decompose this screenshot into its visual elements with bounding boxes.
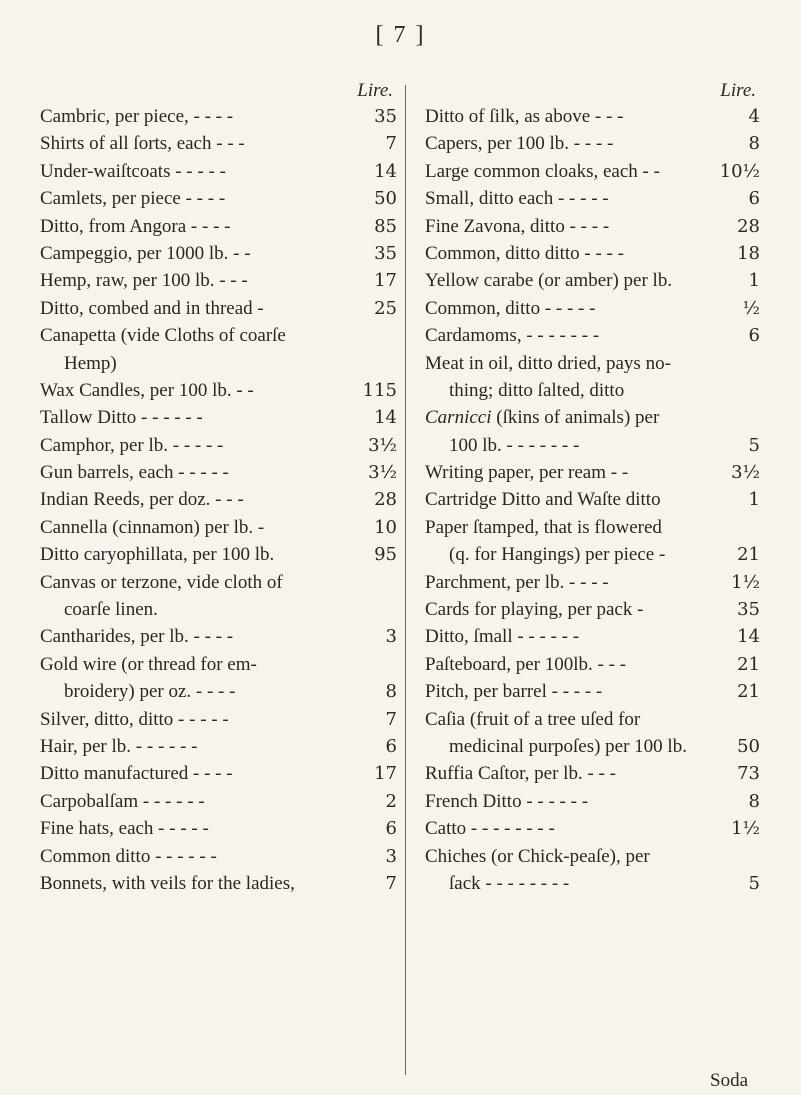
price-row (425, 404, 760, 431)
item-price: 21 (737, 544, 760, 566)
price-row (425, 213, 760, 240)
right-column-heading: Lire. (720, 80, 756, 101)
item-price: ½ (742, 297, 760, 319)
price-row (40, 651, 397, 678)
price-row (40, 350, 397, 377)
item-description: Camphor, per lb. - - - - - (40, 434, 224, 456)
item-description: Cantharides, per lb. - - - - (40, 626, 234, 648)
left-column-heading: Lire. (357, 80, 393, 101)
item-description: Paſteboard, per 100lb. - - - (425, 653, 627, 675)
item-price: 35 (737, 599, 760, 621)
item-price: 5 (748, 434, 760, 456)
price-row (425, 815, 760, 842)
price-row (425, 185, 760, 212)
price-row (425, 322, 760, 349)
item-description: Ditto of ſilk, as above - - - (425, 106, 624, 127)
item-description: Ditto caryophillata, per 100 lb. (40, 544, 275, 566)
price-row (425, 432, 760, 459)
price-row (40, 569, 397, 596)
item-description: Chiches (or Chick-peaſe), per (425, 845, 650, 867)
price-row (40, 185, 397, 212)
price-row (40, 623, 397, 650)
item-description: Under-waiſtcoats - - - - - (40, 160, 226, 182)
right-price-list (425, 103, 760, 897)
item-description: Carpobalſam - - - - - - (40, 790, 205, 812)
price-row (40, 295, 397, 322)
price-row (40, 240, 397, 267)
item-description: Camlets, per piece - - - - (40, 188, 226, 210)
item-price: 17 (374, 270, 397, 292)
price-row (40, 596, 397, 623)
item-price: 6 (385, 818, 397, 840)
item-description: Hair, per lb. - - - - - - (40, 735, 198, 757)
price-row (425, 103, 760, 130)
item-description: Cartridge Ditto and Waſte ditto (425, 489, 661, 511)
price-row (425, 459, 760, 486)
item-description: Cardamoms, - - - - - - - (425, 325, 600, 347)
item-description: Large common cloaks, each - - (425, 160, 660, 182)
item-description: Ditto manufactured - - - - (40, 763, 233, 785)
price-row (425, 870, 760, 897)
page-number: [ 7 ] (375, 22, 426, 48)
item-description: Campeggio, per 1000 lb. - - (40, 242, 251, 264)
item-description: Small, ditto each - - - - - (425, 188, 609, 210)
item-price: 1½ (731, 818, 760, 840)
item-price: 35 (374, 106, 397, 127)
price-row (40, 514, 397, 541)
item-price: 21 (737, 653, 760, 675)
item-price: 115 (362, 379, 397, 401)
item-description: Ditto, from Angora - - - - (40, 215, 231, 237)
item-price: 17 (374, 763, 397, 785)
item-description: Pitch, per barrel - - - - - (425, 681, 603, 703)
right-column (425, 78, 760, 897)
item-price: 7 (385, 872, 397, 894)
item-description: Ditto, ſmall - - - - - - (425, 626, 580, 648)
item-price: 14 (737, 626, 760, 648)
price-row (40, 733, 397, 760)
item-price: 8 (748, 133, 760, 155)
item-description: French Ditto - - - - - - (425, 790, 589, 812)
price-row (425, 350, 760, 377)
item-description: Common, ditto ditto - - - - (425, 242, 624, 264)
price-row (40, 486, 397, 513)
item-description: Fine Zavona, ditto - - - - (425, 215, 610, 237)
price-row (40, 103, 397, 130)
price-row (425, 651, 760, 678)
item-description: ſack - - - - - - - - (449, 872, 570, 894)
item-price: 3 (385, 845, 397, 867)
item-description: (q. for Hangings) per piece - (449, 544, 666, 566)
item-description: Parchment, per lb. - - - - (425, 571, 609, 593)
price-row (40, 213, 397, 240)
price-row (425, 267, 760, 294)
price-row (40, 706, 397, 733)
price-row (425, 240, 760, 267)
item-price: 8 (748, 790, 760, 812)
item-description: Fine hats, each - - - - - (40, 818, 209, 840)
item-description: Meat in oil, ditto dried, pays no- (425, 352, 671, 374)
item-description: Caſia (fruit of a tree uſed for (425, 708, 641, 730)
price-row (425, 678, 760, 705)
item-description: Catto - - - - - - - - (425, 818, 555, 840)
item-price: 3½ (368, 462, 397, 484)
catchword: Soda (710, 1070, 748, 1091)
item-price: 5 (748, 872, 760, 894)
price-row (425, 130, 760, 157)
item-price: 10½ (719, 160, 760, 182)
item-description: 100 lb. - - - - - - - (449, 434, 580, 456)
item-description: Common ditto - - - - - - (40, 845, 217, 867)
item-price: 95 (374, 544, 397, 566)
item-price: 7 (385, 708, 397, 730)
price-row (40, 158, 397, 185)
price-row (425, 158, 760, 185)
price-row (425, 377, 760, 404)
price-row (40, 760, 397, 787)
price-row (40, 843, 397, 870)
item-description: Canvas or terzone, vide cloth of (40, 571, 283, 593)
item-price: 85 (374, 215, 397, 237)
item-description: Hemp) (64, 352, 117, 374)
item-description: Cannella (cinnamon) per lb. - (40, 516, 265, 538)
item-description: Ruffia Caſtor, per lb. - - - (425, 763, 616, 785)
item-description: Gold wire (or thread for em- (40, 653, 257, 675)
item-price: 21 (737, 681, 760, 703)
item-price: 14 (374, 160, 397, 182)
item-price: 6 (748, 188, 760, 210)
item-price: 1 (748, 270, 760, 292)
item-description: Carnicci (ſkins of animals) per (425, 407, 660, 429)
item-price: 3 (385, 626, 397, 648)
price-row (40, 678, 397, 705)
item-price: 50 (737, 735, 760, 757)
item-description: medicinal purpoſes) per 100 lb. (449, 735, 687, 757)
item-description: Capers, per 100 lb. - - - - (425, 133, 614, 155)
item-description: broidery) per oz. - - - - (64, 681, 236, 703)
price-row (425, 596, 760, 623)
price-row (40, 267, 397, 294)
item-description: thing; ditto ſalted, ditto (449, 379, 625, 401)
price-row (425, 623, 760, 650)
item-description: Cambric, per piece, - - - - (40, 106, 234, 127)
price-row (40, 432, 397, 459)
left-column (40, 78, 397, 897)
item-description: Paper ſtamped, that is flowered (425, 516, 662, 538)
price-row (425, 733, 760, 760)
item-description: Canapetta (vide Cloths of coarſe (40, 325, 286, 347)
column-divider (405, 85, 406, 1075)
item-description: Hemp, raw, per 100 lb. - - - (40, 270, 248, 292)
item-description: Indian Reeds, per doz. - - - (40, 489, 244, 511)
item-description: Ditto, combed and in thread - (40, 297, 264, 319)
item-description: Yellow carabe (or amber) per lb. (425, 270, 673, 292)
price-row (40, 788, 397, 815)
item-price: 28 (737, 215, 760, 237)
price-row (425, 788, 760, 815)
item-price: 1 (748, 489, 760, 511)
item-price: 8 (385, 681, 397, 703)
price-row (425, 760, 760, 787)
item-description: Shirts of all ſorts, each - - - (40, 133, 245, 155)
price-row (40, 815, 397, 842)
price-row (425, 486, 760, 513)
item-price: 73 (737, 763, 760, 785)
item-price: 1½ (731, 571, 760, 593)
price-row (40, 377, 397, 404)
item-price: 18 (737, 242, 760, 264)
item-description: Tallow Ditto - - - - - - (40, 407, 203, 429)
price-row (40, 541, 397, 568)
item-description: Bonnets, with veils for the ladies, (40, 872, 295, 894)
item-price: 6 (385, 735, 397, 757)
item-description: Common, ditto - - - - - (425, 297, 596, 319)
item-price: 7 (385, 133, 397, 155)
price-row (40, 322, 397, 349)
item-price: 10 (374, 516, 397, 538)
item-description: Gun barrels, each - - - - - (40, 462, 229, 484)
item-price: 50 (374, 188, 397, 210)
price-row (425, 843, 760, 870)
item-price: 25 (374, 297, 397, 319)
price-row (425, 295, 760, 322)
left-price-list (40, 103, 397, 897)
price-row (40, 130, 397, 157)
item-description: Writing paper, per ream - - (425, 462, 629, 484)
price-row (425, 569, 760, 596)
item-description: coarſe linen. (64, 599, 158, 621)
item-price: 2 (385, 790, 397, 812)
item-description: Silver, ditto, ditto - - - - - (40, 708, 229, 730)
item-price: 3½ (368, 434, 397, 456)
item-price: 3½ (731, 462, 760, 484)
price-row (40, 459, 397, 486)
item-price: 28 (374, 489, 397, 511)
item-description: Wax Candles, per 100 lb. - - (40, 379, 254, 401)
item-description: Cards for playing, per pack - (425, 599, 644, 621)
price-row (425, 541, 760, 568)
price-row (425, 706, 760, 733)
item-price: 14 (374, 407, 397, 429)
item-price: 4 (748, 106, 760, 127)
item-price: 35 (374, 242, 397, 264)
price-row (425, 514, 760, 541)
price-row (40, 404, 397, 431)
price-row (40, 870, 397, 897)
item-price: 6 (748, 325, 760, 347)
